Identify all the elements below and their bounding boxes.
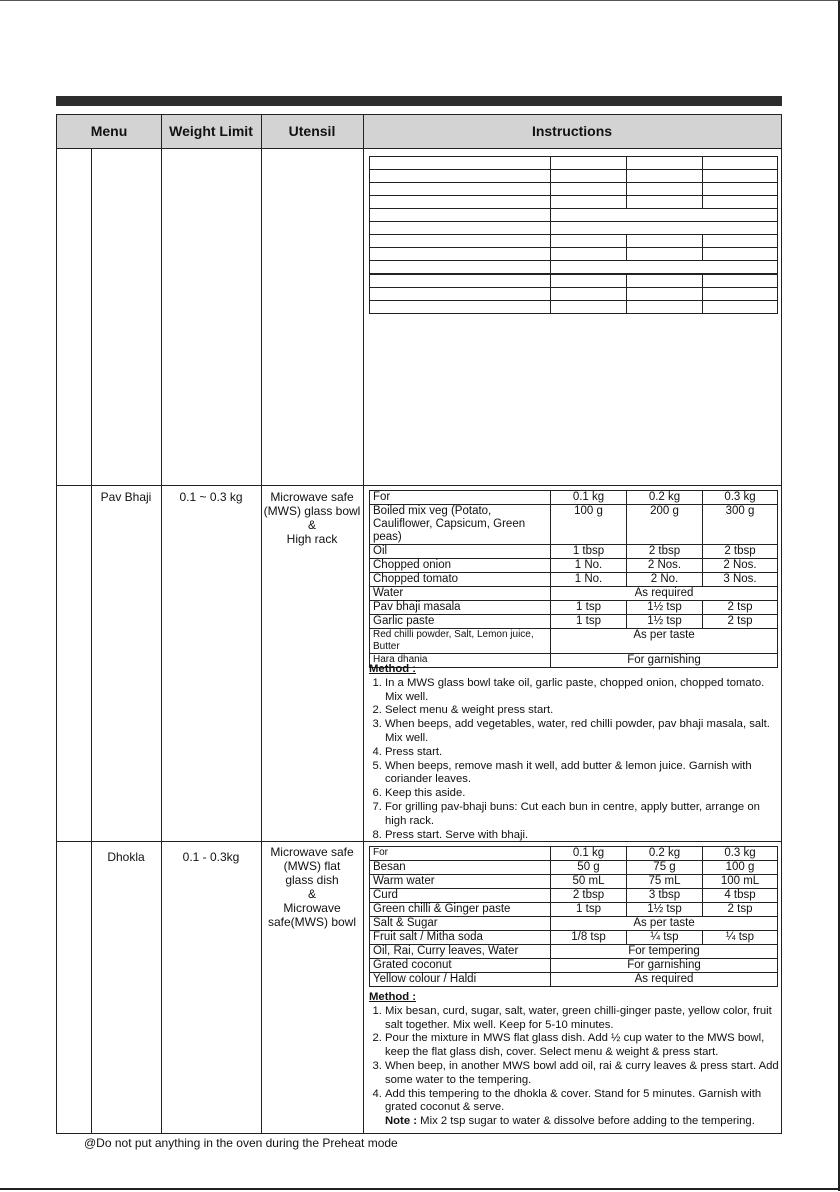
- table-cell: [370, 209, 551, 222]
- page-bottom-border: [0, 1188, 840, 1190]
- table-cell: 4 tbsp: [703, 889, 778, 903]
- col-divider: [91, 148, 92, 1133]
- table-row: [370, 157, 778, 170]
- table-cell: [627, 196, 703, 209]
- dhokla-utensil: [261, 845, 363, 929]
- table-cell: [370, 157, 551, 170]
- table-cell: ¼ tsp: [627, 931, 703, 945]
- table-cell: [703, 274, 778, 288]
- table-cell: [551, 274, 627, 288]
- table-cell: As required: [551, 973, 778, 987]
- table-row: [370, 222, 778, 235]
- header-utensil: Utensil: [288, 123, 336, 139]
- table-cell: 2 tbsp: [551, 889, 627, 903]
- utensil-line: (MWS) flat: [283, 859, 341, 873]
- table-cell: 50 g: [551, 861, 627, 875]
- pav-bhaji-ingredients-table: [369, 490, 778, 668]
- table-row: [370, 288, 778, 301]
- dhokla-ingredients-table: [369, 846, 778, 987]
- pav-bhaji-menu: Pav Bhaji: [100, 490, 152, 504]
- col-divider: [161, 115, 162, 1133]
- table-cell: ¼ tsp: [703, 931, 778, 945]
- table-cell: [551, 183, 627, 196]
- table-cell: Curd: [370, 889, 551, 903]
- table-row: [370, 889, 778, 903]
- table-cell: [551, 301, 627, 314]
- table-row: [370, 861, 778, 875]
- utensil-line: &: [307, 518, 316, 532]
- table-cell: 300 g: [703, 505, 778, 545]
- table-cell: Green chilli & Ginger paste: [370, 903, 551, 917]
- table-cell: 0.2 kg: [627, 847, 703, 861]
- table-cell: 0.3 kg: [703, 491, 778, 505]
- table-cell: [551, 222, 778, 235]
- table-cell: [551, 288, 627, 301]
- utensil-line: &: [307, 887, 316, 901]
- table-cell: [370, 183, 551, 196]
- list-item: 8. Press start. Serve with bhaji.: [385, 829, 779, 843]
- table-cell: [370, 261, 551, 275]
- table-row: [370, 491, 778, 505]
- table-cell: 2 tsp: [703, 601, 778, 615]
- table-cell: [703, 235, 778, 248]
- table-cell: 2 Nos.: [627, 559, 703, 573]
- pav-bhaji-weight: 0.1 ~ 0.3 kg: [179, 490, 243, 504]
- dhokla-note: [369, 1115, 779, 1129]
- table-cell: Pav bhaji masala: [370, 601, 551, 615]
- table-cell: Oil: [370, 545, 551, 559]
- pav-bhaji-method: [369, 663, 779, 842]
- table-cell: For garnishing: [551, 654, 778, 668]
- table-cell: [627, 288, 703, 301]
- footer-note: @Do not put anything in the oven during the Preheat mode: [84, 1136, 398, 1150]
- header-bar: [56, 96, 782, 106]
- dhokla-menu: Dhokla: [107, 850, 145, 864]
- table-cell: Water: [370, 587, 551, 601]
- table-cell: Hara dhania: [370, 654, 551, 668]
- table-row: [370, 959, 778, 973]
- list-item: 3. When beeps, add vegetables, water, red chilli powder, pav bhaji masala, salt. Mix well.: [385, 718, 779, 746]
- table-cell: 1 No.: [551, 573, 627, 587]
- table-row: [370, 875, 778, 889]
- table-cell: 100 g: [703, 861, 778, 875]
- table-row: [370, 545, 778, 559]
- table-row: [370, 274, 778, 288]
- table-cell: [551, 235, 627, 248]
- table-cell: 50 mL: [551, 875, 627, 889]
- note-label: Note :: [385, 1115, 418, 1128]
- table-cell: [627, 157, 703, 170]
- method-title: Method :: [369, 663, 417, 675]
- table-cell: [703, 301, 778, 314]
- table-cell: As per taste: [551, 917, 778, 931]
- table-cell: Boiled mix veg (Potato, Cauliflower, Capsicum, Green peas): [370, 505, 551, 545]
- table-cell: [703, 157, 778, 170]
- table-cell: 0.3 kg: [703, 847, 778, 861]
- table-row: [370, 931, 778, 945]
- table-row: [370, 629, 778, 654]
- table-row: [370, 196, 778, 209]
- table-cell: For: [370, 491, 551, 505]
- note-text: Mix 2 tsp sugar to water & dissolve before adding to the tempering.: [420, 1115, 755, 1128]
- table-row: [370, 170, 778, 183]
- table-cell: 100 g: [551, 505, 627, 545]
- empty-ingredients-table: [369, 156, 778, 314]
- table-cell: For: [370, 847, 551, 861]
- table-row: [370, 945, 778, 959]
- table-cell: 2 tbsp: [703, 545, 778, 559]
- table-cell: [551, 248, 627, 261]
- table-header: [57, 115, 781, 149]
- table-cell: 1½ tsp: [627, 601, 703, 615]
- table-cell: [627, 301, 703, 314]
- table-cell: [370, 248, 551, 261]
- table-row: [370, 505, 778, 545]
- header-menu: Menu: [90, 123, 128, 139]
- table-cell: [370, 274, 551, 288]
- table-cell: Warm water: [370, 875, 551, 889]
- table-cell: [627, 235, 703, 248]
- utensil-line: Microwave safe: [270, 490, 354, 504]
- table-cell: 2 tbsp: [627, 545, 703, 559]
- recipe-table: [56, 114, 782, 1134]
- table-row: [370, 601, 778, 615]
- table-row: [370, 973, 778, 987]
- header-weight-limit: Weight Limit: [169, 123, 253, 139]
- list-item: 5. When beeps, remove mash it well, add butter & lemon juice. Garnish with coriander leaves.: [385, 760, 779, 788]
- table-row: [370, 559, 778, 573]
- table-cell: Chopped onion: [370, 559, 551, 573]
- table-cell: 1 tbsp: [551, 545, 627, 559]
- table-cell: [370, 301, 551, 314]
- table-cell: As per taste: [551, 629, 778, 654]
- table-cell: Garlic paste: [370, 615, 551, 629]
- table-cell: 1/8 tsp: [551, 931, 627, 945]
- table-cell: [370, 235, 551, 248]
- table-row: [370, 235, 778, 248]
- table-cell: 0.2 kg: [627, 491, 703, 505]
- table-cell: [551, 170, 627, 183]
- utensil-line: Microwave: [283, 901, 341, 915]
- table-cell: 1½ tsp: [627, 903, 703, 917]
- table-cell: [551, 196, 627, 209]
- table-cell: 1½ tsp: [627, 615, 703, 629]
- list-item: 1. In a MWS glass bowl take oil, garlic paste, chopped onion, chopped tomato. Mix well.: [385, 677, 779, 705]
- method-title: Method :: [369, 991, 417, 1003]
- table-cell: [370, 170, 551, 183]
- table-cell: 1 tsp: [551, 903, 627, 917]
- table-cell: [551, 261, 778, 275]
- table-row: [370, 587, 778, 601]
- list-item: 6. Keep this aside.: [385, 787, 779, 801]
- table-cell: 2 Nos.: [703, 559, 778, 573]
- table-cell: 2 No.: [627, 573, 703, 587]
- table-row: [370, 301, 778, 314]
- table-cell: For garnishing: [551, 959, 778, 973]
- table-cell: 2 tsp: [703, 615, 778, 629]
- table-row: [370, 615, 778, 629]
- table-row: [370, 573, 778, 587]
- list-item: 4. Press start.: [385, 746, 779, 760]
- list-item: 4. Add this tempering to the dhokla & cover. Stand for 5 minutes. Garnish with grated coconut & serve.: [385, 1088, 779, 1116]
- list-item: 7. For grilling pav-bhaji buns: Cut each bun in centre, apply butter, arrange on high rack.: [385, 801, 779, 829]
- header-instructions: Instructions: [531, 123, 613, 139]
- table-cell: Salt & Sugar: [370, 917, 551, 931]
- table-cell: For tempering: [551, 945, 778, 959]
- method-steps: [369, 677, 779, 843]
- table-cell: [370, 288, 551, 301]
- table-cell: [551, 157, 627, 170]
- row-divider: [57, 485, 781, 486]
- table-cell: [551, 209, 778, 222]
- utensil-line: Microwave safe: [270, 845, 354, 859]
- table-cell: 1 No.: [551, 559, 627, 573]
- table-cell: [703, 288, 778, 301]
- table-cell: Grated coconut: [370, 959, 551, 973]
- utensil-line: safe(MWS) bowl: [267, 915, 356, 929]
- table-cell: [370, 196, 551, 209]
- table-row: [370, 903, 778, 917]
- table-cell: 2 tsp: [703, 903, 778, 917]
- list-item: 2. Select menu & weight press start.: [385, 704, 779, 718]
- table-cell: [627, 248, 703, 261]
- pav-bhaji-utensil: [261, 490, 363, 546]
- table-cell: [627, 183, 703, 196]
- table-row: [370, 209, 778, 222]
- list-item: 1. Mix besan, curd, sugar, salt, water, green chilli-ginger paste, yellow color, fruit salt together. Mix well. Keep for 5-10 minutes.: [385, 1005, 779, 1033]
- table-cell: Besan: [370, 861, 551, 875]
- table-cell: [703, 248, 778, 261]
- utensil-line: (MWS) glass bowl: [263, 504, 361, 518]
- table-row: [370, 248, 778, 261]
- table-cell: [627, 274, 703, 288]
- table-cell: 0.1 kg: [551, 847, 627, 861]
- table-cell: Oil, Rai, Curry leaves, Water: [370, 945, 551, 959]
- dhokla-method: [369, 991, 779, 1129]
- table-cell: [370, 222, 551, 235]
- table-cell: Fruit salt / Mitha soda: [370, 931, 551, 945]
- table-cell: 75 mL: [627, 875, 703, 889]
- table-cell: Red chilli powder, Salt, Lemon juice, Butter: [370, 629, 551, 654]
- table-cell: [703, 170, 778, 183]
- table-cell: 75 g: [627, 861, 703, 875]
- table-cell: 1 tsp: [551, 615, 627, 629]
- table-cell: Yellow colour / Haldi: [370, 973, 551, 987]
- table-cell: 3 tbsp: [627, 889, 703, 903]
- dhokla-weight: 0.1 - 0.3kg: [182, 850, 240, 864]
- table-cell: 100 mL: [703, 875, 778, 889]
- table-row: [370, 917, 778, 931]
- table-cell: [703, 196, 778, 209]
- table-cell: As required: [551, 587, 778, 601]
- table-row: [370, 261, 778, 275]
- table-row: [370, 847, 778, 861]
- utensil-line: High rack: [286, 532, 338, 546]
- method-steps: [369, 1005, 779, 1115]
- list-item: 3. When beep, in another MWS bowl add oil, rai & curry leaves & press start. Add some water to the tempering.: [385, 1060, 779, 1088]
- table-cell: 0.1 kg: [551, 491, 627, 505]
- utensil-line: glass dish: [285, 873, 339, 887]
- table-cell: [703, 183, 778, 196]
- table-cell: 1 tsp: [551, 601, 627, 615]
- col-divider: [261, 115, 262, 1133]
- table-cell: [627, 170, 703, 183]
- list-item: 2. Pour the mixture in MWS flat glass dish. Add ½ cup water to the MWS bowl, keep the flat glass dish, cover. Select menu & weight & press start.: [385, 1032, 779, 1060]
- table-cell: Chopped tomato: [370, 573, 551, 587]
- table-cell: 200 g: [627, 505, 703, 545]
- table-row: [370, 183, 778, 196]
- col-divider: [363, 115, 364, 1133]
- table-cell: 3 Nos.: [703, 573, 778, 587]
